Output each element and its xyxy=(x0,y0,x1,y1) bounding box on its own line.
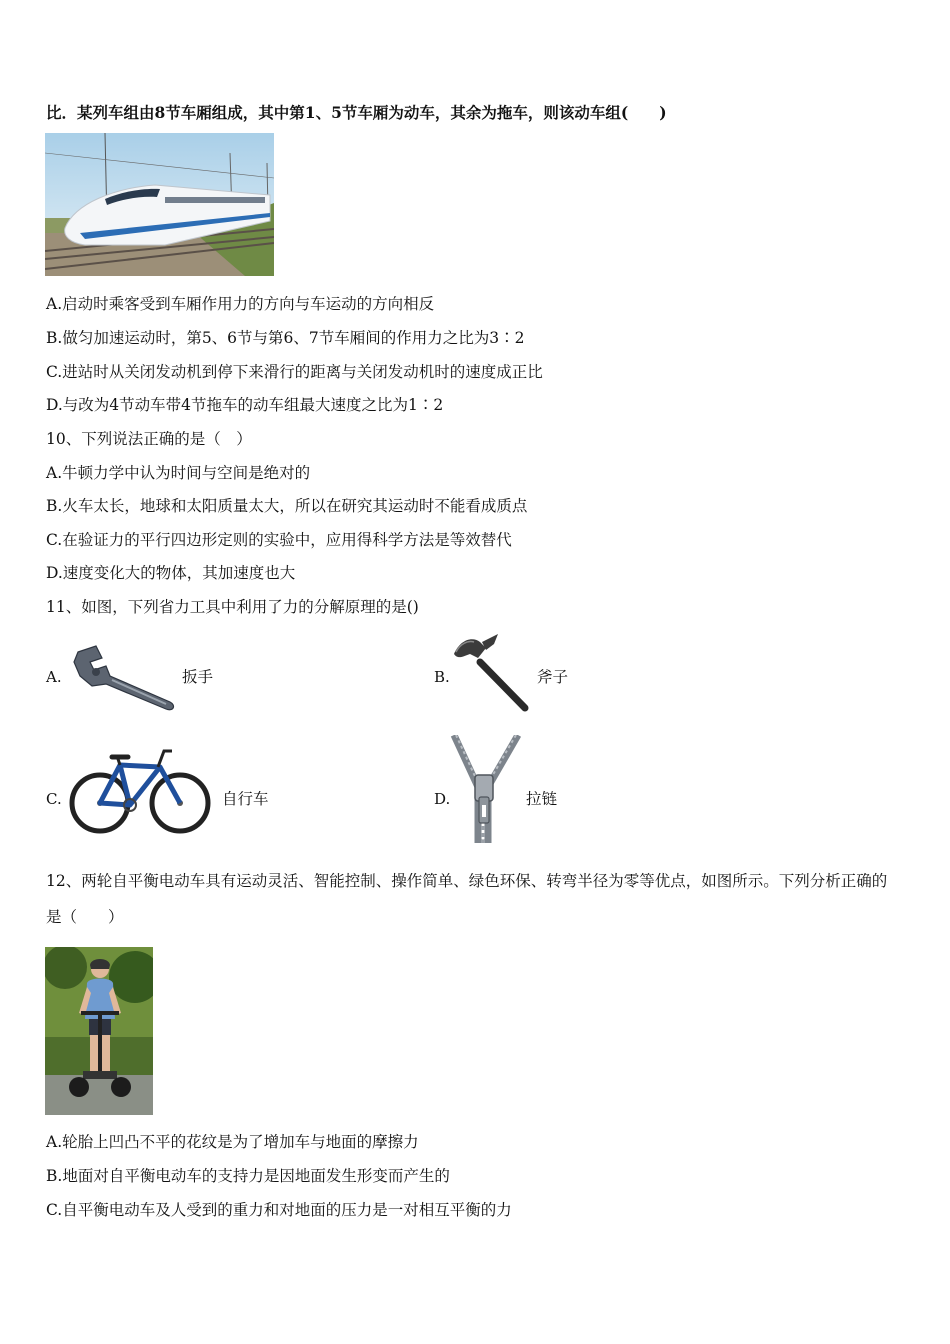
q11-option-d-letter: D. xyxy=(434,790,451,808)
q11-option-b-letter: B. xyxy=(434,668,450,686)
wrench-icon xyxy=(66,632,182,712)
axe-image xyxy=(450,632,532,714)
q9-option-a: A.启动时乘客受到车厢作用力的方向与车运动的方向相反 xyxy=(46,295,435,313)
q10-option-a: A.牛顿力学中认为时间与空间是绝对的 xyxy=(46,464,311,482)
q12-option-b: B.地面对自平衡电动车的支持力是因地面发生形变而产生的 xyxy=(46,1167,450,1185)
self-balancing-scooter-photo xyxy=(45,947,153,1115)
q10-option-c: C.在验证力的平行四边形定则的实验中，应用得科学方法是等效替代 xyxy=(46,531,512,549)
wrench-image xyxy=(66,632,182,712)
q11-option-c-name: 自行车 xyxy=(222,790,269,808)
bicycle-image xyxy=(68,745,212,837)
question-9-stem: 比．某列车组由8节车厢组成，其中第1、5节车厢为动车，其余为拖车，则该动车组( ) xyxy=(46,103,667,122)
q9-option-c: C.进站时从关闭发动机到停下来滑行的距离与关闭发动机时的速度成正比 xyxy=(46,363,543,381)
segway-rider-icon xyxy=(45,947,153,1115)
q11-option-a-name: 扳手 xyxy=(182,668,214,686)
zipper-icon xyxy=(448,735,524,843)
q12-option-a: A.轮胎上凹凸不平的花纹是为了增加车与地面的摩擦力 xyxy=(46,1133,419,1151)
question-12-stem-line1: 12、两轮自平衡电动车具有运动灵活、智能控制、操作简单、绿色环保、转弯半径为零等优点，如图所示。下列分析正确的 xyxy=(46,872,888,890)
question-12-stem-line2: 是（ ） xyxy=(46,908,124,926)
q11-option-d-name: 拉链 xyxy=(526,790,558,808)
q9-option-d: D.与改为4节动车带4节拖车的动车组最大速度之比为1∶2 xyxy=(46,396,444,414)
q11-option-a-letter: A. xyxy=(46,668,62,686)
q9-option-b: B.做匀加速运动时，第5、6节与第6、7节车厢间的作用力之比为3∶2 xyxy=(46,329,525,347)
question-11-stem: 11、如图，下列省力工具中利用了力的分解原理的是() xyxy=(46,598,419,616)
bicycle-icon xyxy=(68,745,212,837)
train-icon xyxy=(45,133,274,276)
q10-option-d: D.速度变化大的物体，其加速度也大 xyxy=(46,564,296,582)
question-10-stem: 10、下列说法正确的是（ ） xyxy=(46,430,252,448)
q12-option-c: C.自平衡电动车及人受到的重力和对地面的压力是一对相互平衡的力 xyxy=(46,1201,512,1219)
q10-option-b: B.火车太长，地球和太阳质量太大，所以在研究其运动时不能看成质点 xyxy=(46,497,528,515)
bullet-train-photo xyxy=(45,133,274,276)
q11-option-c-letter: C. xyxy=(46,790,62,808)
q11-option-b-name: 斧子 xyxy=(537,668,569,686)
zipper-image xyxy=(448,735,524,843)
axe-icon xyxy=(450,632,532,714)
